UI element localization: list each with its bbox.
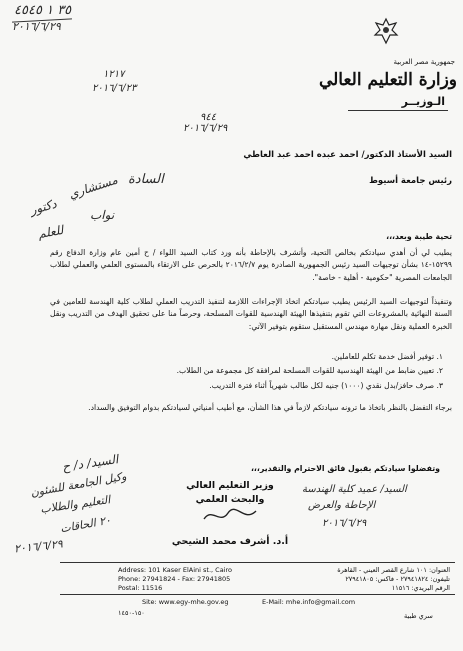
footer-phone-en: Phone: 27941824 - Fax: 27941805: [118, 575, 231, 583]
signature-title-1: وزير التعليم العالي: [186, 480, 274, 491]
handwritten-outgoing-number: ٩٤٤: [200, 112, 217, 123]
footer-divider: [60, 562, 455, 563]
handwritten-forward-4: ٢٠ الحاقات: [59, 513, 112, 536]
handwritten-ref-number: ٣٥ ١ ٤٥٤٥: [14, 3, 72, 18]
signature-scribble-icon: [200, 505, 260, 527]
handwritten-forward-date: ٢٠١٦/٦/٢٩: [13, 537, 64, 556]
addressee-title: رئيس جامعة أسيوط: [369, 176, 452, 186]
list-item: ٢. تعيين ضابط من الهيئة الهندسية للقوات المسلحة لمرافقة كل مجموعة من الطلاب.: [176, 366, 443, 375]
handwritten-dean-note-2: الإحاطة والعرض: [308, 500, 376, 511]
footer-address-ar: العنوان: ١٠١ شارع القصر العيني - القاهرة: [337, 566, 450, 574]
footer-stamp: سري طبية: [404, 612, 433, 620]
signature-title-2: والبحث العلمي: [195, 494, 265, 505]
footer-email: E-Mail: mhe.info@gmail.com: [262, 598, 356, 606]
handwritten-dean-note-1: السيد/ عميد كلية الهندسة: [302, 484, 407, 495]
footer-postal-ar: الرقم البريدي: ١١٥١٦: [391, 584, 450, 592]
letterhead-office: الـوزيــر: [401, 95, 445, 108]
letterhead-ministry: وزارة التعليم العالي: [318, 70, 457, 90]
signature-name: أ.د. أشرف محمد الشيحي: [171, 536, 289, 547]
greeting: تحية طيبة وبعد،،،: [386, 232, 452, 241]
footer-code: ١٥٠-١٤٥٠: [118, 609, 145, 617]
handwritten-ref-date: ٢٠١٦/٦/٢٩: [12, 20, 61, 33]
paragraph-1: يطيب لي أن أهدي سيادتكم بخالص التحية، وأتشرف بالإحاطة بأنه ورد كتاب السيد اللواء / ح أمين عام وزارة الدفاع رقم ١٥٢٩٩-١٤ بشأن توجيهات السيد رئيس الجمهورية الصادرة يوم ٢٠١٦/٢/٧ بالحرص على الارتقاء بالمستوى العلمي والعملي لطلاب الجامعات المصرية "حكومية - أهلية - خاصة".: [50, 248, 453, 282]
footer-website: Site: www.egy-mhe.gov.eg: [142, 598, 229, 606]
paragraph-3: برجاء التفضل بالنظر باتخاذ ما ترونه سيادتكم لازماً في هذا الشأن، مع أطيب أمنياتي لسيادتكم بدوام التوفيق والسداد.: [88, 403, 452, 412]
paragraph-2: وتنفيذاً لتوجيهات السيد الرئيس يطيب سيادتكم اتخاذ الإجراءات اللازمة لتنفيذ التدريب العملي لطلاب كلية الهندسة للعامين في السنة النهائية بالمشروعات التي تقوم بتنفيذها الهيئة الهندسية للقوات المسلحة، وحرصاً منا على تحقيق الهدف من التدريب ونقل الخبرة العملية ونقل مهارة مهندس المستقبل ستقوم بتوفير الآتي:: [50, 297, 452, 331]
margin-note-line3: دكتور: [28, 196, 59, 218]
footer-postal-en: Postal: 11516: [118, 584, 163, 592]
handwritten-incoming-number: ١٢١٧: [103, 69, 125, 80]
footer-divider-2: [60, 594, 455, 595]
handwritten-forward-2: وكيل الجامعة للشئون: [29, 469, 128, 500]
footer-phone-ar: تليفون: ٢٧٩٤١٨٢٤ - فاكس: ٢٧٩٤١٨٠٥: [345, 575, 450, 583]
eagle-emblem-icon: [373, 16, 399, 46]
handwritten-forward-3: التعليم والطلاب: [39, 493, 112, 516]
letterhead-underline: [348, 110, 448, 111]
handwritten-outgoing-date: ٢٠١٦/٦/٢٩: [183, 123, 228, 134]
handwritten-dean-date: ٢٠١٦/٦/٢٩: [322, 518, 367, 529]
letterhead-country: جمهورية مصر العربية: [393, 58, 455, 66]
margin-note-line5: للعلم: [36, 222, 65, 242]
addressee-name: السيد الأستاذ الدكتور/ احمد عبده احمد عبد العاطي: [243, 150, 452, 160]
margin-note-line4: نواب: [90, 208, 115, 222]
closing-line: وتفضلوا سيادتكم بقبول فائق الاحترام والتقدير،،،: [250, 464, 440, 473]
handwritten-forward-1: السيد/ د/ ح: [61, 452, 120, 474]
margin-note-line1: السادة: [128, 172, 164, 187]
list-item: ١. توفير أفضل خدمة تكلم للعاملين.: [331, 352, 443, 361]
footer-address-en: Address: 101 Kaser ElAini st., Cairo: [118, 566, 232, 574]
margin-note-line2: مستشاري: [67, 172, 120, 202]
list-item: ٣. صرف حافز/بدل نقدي (١٠٠٠) جنيه لكل طالب شهرياً أثناء فترة التدريب.: [209, 381, 443, 390]
handwritten-incoming-date: ٢٠١٦/٦/٢٣: [92, 83, 137, 94]
